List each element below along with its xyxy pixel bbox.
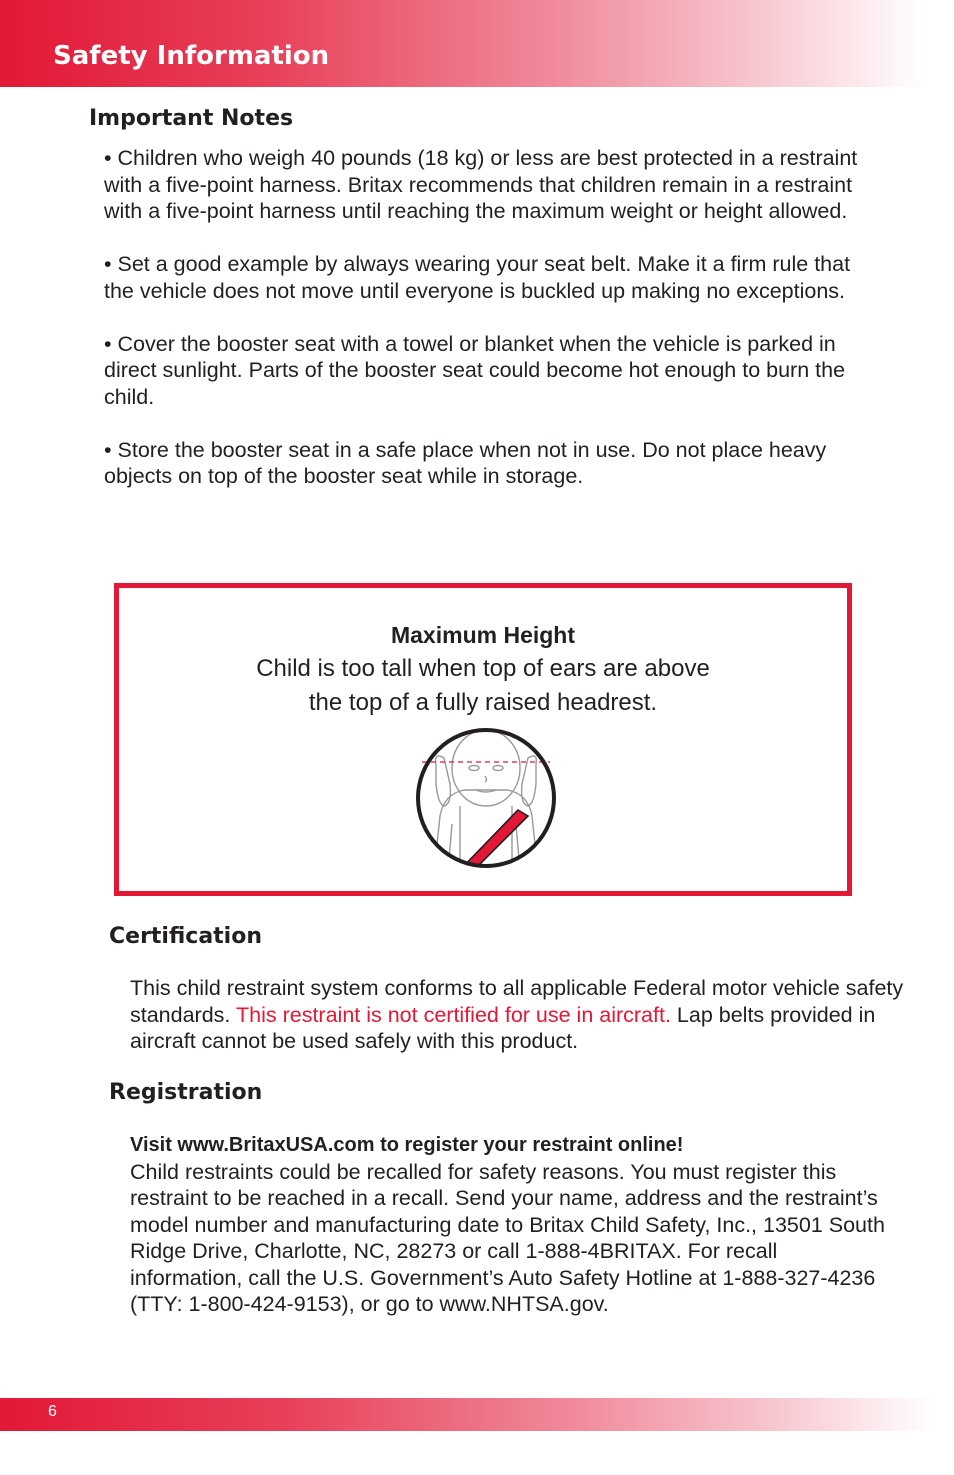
registration-callout: Visit www.BritaxUSA.com to register your restraint online! <box>130 1134 684 1156</box>
callout-body <box>119 652 847 720</box>
note-item: • Store the booster seat in a safe place when not in use. Do not place heavy objects on top of the booster seat while in storage. <box>104 437 827 488</box>
certification-text-end: Lap belts provided in aircraft cannot be used safely with this product. <box>130 1002 876 1053</box>
important-notes-list <box>104 145 864 516</box>
footer-band <box>0 1398 954 1431</box>
registration-heading: Registration <box>109 1080 263 1105</box>
child-in-booster-seat-icon <box>414 724 558 872</box>
callout-title: Maximum Height <box>390 622 576 648</box>
page-number: 6 <box>48 1403 57 1420</box>
certification-text-start: This child restraint system conforms to all applicable Federal motor vehicle safety standards. <box>130 976 904 1027</box>
registration-body: Child restraints could be recalled for safety reasons. You must register this restraint to be reached in a recall. Send your name, address and the restraint’s model number and manufacturing date to Britax Child Safety, Inc., 13501 South Ridge Drive, Charlotte, NC, 28273 or call 1-888-4BRITAX. For recall information, call the U.S. Government’s Auto Safety Hotline at 1-888-327-4236 (TTY: 1-800-424-9153), or go to www.NHTSA.gov. <box>130 1159 885 1316</box>
note-item: • Set a good example by always wearing your seat belt. Make it a firm rule that the vehicle does not move until everyone is buckled up making no exceptions. <box>104 252 851 303</box>
callout-line-1: Child is too tall when top of ears are above <box>256 655 710 682</box>
important-notes-heading: Important Notes <box>89 106 294 131</box>
aircraft-warning: This restraint is not certified for use in aircraft. <box>236 1002 671 1027</box>
callout-line-2: the top of a fully raised headrest. <box>308 689 658 716</box>
certification-heading: Certification <box>109 924 263 949</box>
registration-block <box>130 1132 890 1318</box>
certification-text <box>130 975 910 1055</box>
max-height-callout <box>114 583 852 896</box>
page-title: Safety Information <box>53 41 330 71</box>
note-item: • Children who weigh 40 pounds (18 kg) or less are best protected in a restraint with a five-point harness. Britax recommends that children remain in a restraint with a five-point harness until reaching the maximum weight or height allowed. <box>104 146 858 223</box>
note-item: • Cover the booster seat with a towel or blanket when the vehicle is parked in direct sunlight. Parts of the booster seat could become hot enough to burn the child. <box>104 331 846 409</box>
